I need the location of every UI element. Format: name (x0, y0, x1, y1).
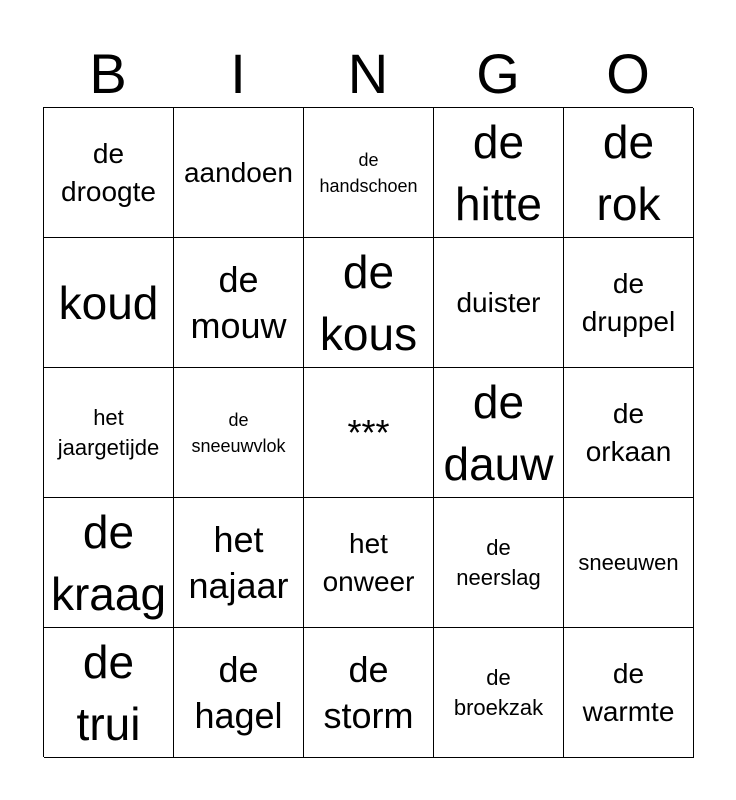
cell-text: de trui (76, 635, 141, 750)
header-letter-b: B (89, 42, 127, 105)
bingo-cell[interactable] (304, 108, 434, 238)
cell-text: de sneeuwvlok (191, 409, 286, 456)
bingo-cell[interactable] (304, 498, 434, 628)
bingo-cell[interactable] (174, 628, 304, 758)
cell-text: de hagel (194, 648, 283, 736)
bingo-cell[interactable] (44, 368, 174, 498)
cell-text: het onweer (322, 527, 415, 597)
bingo-cell[interactable] (564, 108, 694, 238)
cell-text: de broekzak (453, 664, 544, 720)
cell-text: koud (58, 276, 159, 329)
bingo-cell[interactable] (174, 108, 304, 238)
bingo-cell[interactable] (174, 238, 304, 368)
bingo-cell[interactable] (564, 368, 694, 498)
cell-text: de handschoen (319, 149, 418, 196)
header-letter-i: I (230, 42, 246, 105)
bingo-cell[interactable] (434, 238, 564, 368)
bingo-cell[interactable] (564, 238, 694, 368)
cell-text: de druppel (581, 267, 676, 337)
free-space-cell[interactable] (304, 368, 434, 498)
cell-text: de storm (323, 648, 414, 736)
bingo-cell[interactable] (434, 108, 564, 238)
bingo-cell[interactable] (564, 498, 694, 628)
cell-text: aandoen (183, 156, 293, 188)
bingo-cell[interactable] (564, 628, 694, 758)
cell-text: de mouw (190, 258, 287, 346)
bingo-cell[interactable] (44, 108, 174, 238)
header-letter-g: G (476, 42, 520, 105)
header-letter-o: O (606, 42, 650, 105)
cell-text: sneeuwen (578, 549, 679, 575)
bingo-cell[interactable] (434, 498, 564, 628)
cell-text: duister (456, 286, 541, 318)
bingo-cell[interactable] (434, 368, 564, 498)
cell-text: de warmte (582, 657, 675, 727)
bingo-cell[interactable] (174, 368, 304, 498)
cell-text: de droogte (61, 137, 156, 207)
free-space-text: *** (347, 411, 390, 453)
cell-text: de hitte (455, 115, 542, 230)
cell-text: het jaargetijde (57, 404, 160, 460)
bingo-cell[interactable] (44, 628, 174, 758)
cell-text: het najaar (188, 518, 289, 606)
bingo-cell[interactable] (44, 238, 174, 368)
bingo-header (43, 40, 693, 108)
cell-text: de dauw (443, 375, 554, 490)
bingo-cell[interactable] (174, 498, 304, 628)
bingo-cell[interactable] (304, 628, 434, 758)
bingo-board (43, 107, 693, 757)
bingo-cell[interactable] (434, 628, 564, 758)
bingo-cell[interactable] (304, 238, 434, 368)
cell-text: de orkaan (585, 397, 672, 467)
cell-text: de kous (319, 245, 418, 360)
cell-text: de kraag (50, 505, 167, 620)
cell-text: de rok (596, 115, 661, 230)
cell-text: de neerslag (456, 534, 541, 590)
bingo-cell[interactable] (44, 498, 174, 628)
header-letter-n: N (347, 42, 389, 105)
